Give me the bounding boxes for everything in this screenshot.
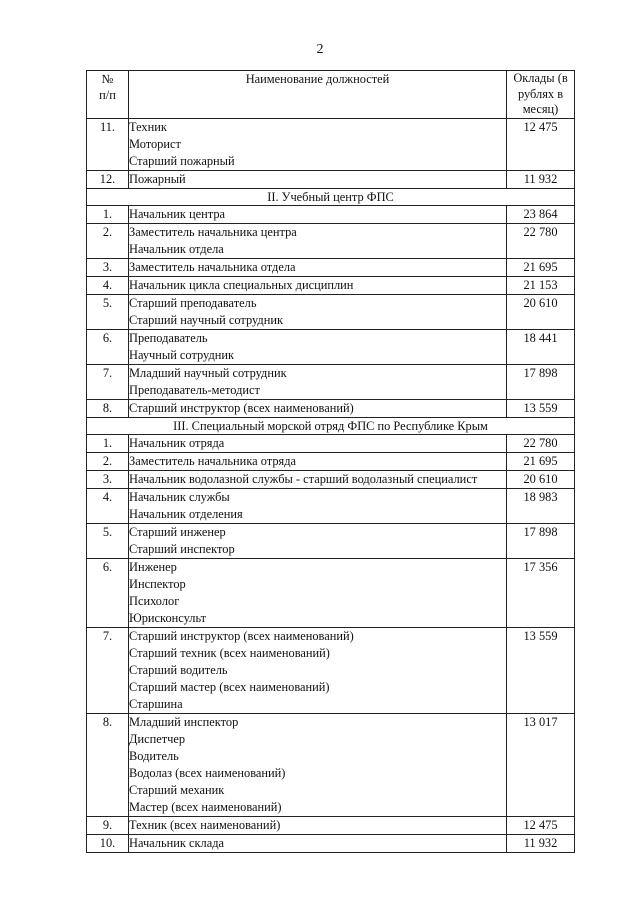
position-names [129, 171, 507, 189]
position-names [129, 224, 507, 259]
header-salary [507, 71, 575, 119]
table-row [87, 400, 575, 418]
position-name: Диспетчер [129, 732, 186, 746]
table-header [87, 71, 575, 119]
salary-value: 13 559 [507, 400, 575, 418]
table-row [87, 259, 575, 277]
position-name: Старший инструктор (всех наименований) [129, 401, 354, 415]
position-names [129, 471, 507, 489]
table-row [87, 365, 575, 400]
table-row [87, 119, 575, 171]
row-number: 4. [87, 277, 129, 295]
salary-value: 18 441 [507, 330, 575, 365]
table-row [87, 835, 575, 853]
position-name: Начальник цикла специальных дисциплин [129, 278, 354, 292]
salary-value: 21 153 [507, 277, 575, 295]
position-name: Старший инспектор [129, 542, 235, 556]
salary-value: 20 610 [507, 471, 575, 489]
table-row [87, 435, 575, 453]
salary-value: 22 780 [507, 435, 575, 453]
position-name: Заместитель начальника отряда [129, 454, 297, 468]
header-salary-line: Оклады (в [513, 71, 568, 85]
position-names [129, 277, 507, 295]
header-name: Наименование должностей [129, 71, 507, 119]
position-names [129, 489, 507, 524]
position-name: Юрисконсульт [129, 611, 207, 625]
section-title: II. Учебный центр ФПС [87, 189, 575, 206]
row-number: 3. [87, 259, 129, 277]
position-name: Старший инструктор (всех наименований) [129, 629, 354, 643]
salary-table [86, 70, 575, 853]
table-row [87, 206, 575, 224]
table-row [87, 277, 575, 295]
row-number: 2. [87, 453, 129, 471]
row-number: 8. [87, 714, 129, 817]
position-name: Начальник отдела [129, 242, 224, 256]
position-names [129, 119, 507, 171]
row-number: 1. [87, 435, 129, 453]
position-name: Начальник склада [129, 836, 225, 850]
position-names [129, 295, 507, 330]
header-num-line: п/п [99, 88, 116, 102]
row-number: 8. [87, 400, 129, 418]
position-name: Инспектор [129, 577, 186, 591]
page-number: 2 [316, 42, 324, 57]
position-name: Начальник отделения [129, 507, 243, 521]
table-row [87, 330, 575, 365]
salary-value: 17 898 [507, 365, 575, 400]
position-name: Водитель [129, 749, 179, 763]
table-row [87, 628, 575, 714]
salary-value: 17 898 [507, 524, 575, 559]
table-row [87, 224, 575, 259]
row-number: 7. [87, 365, 129, 400]
table-row [87, 524, 575, 559]
row-number: 10. [87, 835, 129, 853]
position-name: Старший научный сотрудник [129, 313, 284, 327]
table-row [87, 489, 575, 524]
position-name: Моторист [129, 137, 181, 151]
row-number: 5. [87, 524, 129, 559]
row-number: 7. [87, 628, 129, 714]
position-names [129, 400, 507, 418]
position-names [129, 628, 507, 714]
salary-value: 22 780 [507, 224, 575, 259]
salary-value: 11 932 [507, 171, 575, 189]
table-row [87, 295, 575, 330]
position-name: Начальник центра [129, 207, 226, 221]
position-name: Заместитель начальника центра [129, 225, 297, 239]
position-name: Мастер (всех наименований) [129, 800, 282, 814]
position-name: Техник (всех наименований) [129, 818, 281, 832]
position-name: Научный сотрудник [129, 348, 235, 362]
header-salary-line: рублях в [517, 86, 564, 101]
section-title: III. Специальный морской отряд ФПС по Республике Крым [87, 418, 575, 435]
salary-value: 23 864 [507, 206, 575, 224]
position-name: Старшина [129, 697, 183, 711]
salary-value: 13 559 [507, 628, 575, 714]
position-name: Водолаз (всех наименований) [129, 766, 286, 780]
position-names [129, 365, 507, 400]
salary-value: 20 610 [507, 295, 575, 330]
salary-value: 13 017 [507, 714, 575, 817]
position-names [129, 259, 507, 277]
section-heading-row [87, 418, 575, 435]
position-names [129, 559, 507, 628]
position-name: Техник [129, 120, 167, 134]
row-number: 5. [87, 295, 129, 330]
table-row [87, 817, 575, 835]
header-num [87, 71, 129, 119]
position-name: Начальник отряда [129, 436, 225, 450]
position-name: Преподаватель [129, 331, 208, 345]
row-number: 1. [87, 206, 129, 224]
position-name: Старший пожарный [129, 154, 235, 168]
salary-value: 21 695 [507, 453, 575, 471]
position-names [129, 330, 507, 365]
position-name: Старший преподаватель [129, 296, 257, 310]
table-row [87, 471, 575, 489]
position-name: Старший механик [129, 783, 225, 797]
salary-value: 18 983 [507, 489, 575, 524]
salary-value: 11 932 [507, 835, 575, 853]
position-name: Младший инспектор [129, 715, 239, 729]
position-names [129, 453, 507, 471]
row-number: 11. [87, 119, 129, 171]
position-names [129, 206, 507, 224]
salary-value: 21 695 [507, 259, 575, 277]
table-row [87, 714, 575, 817]
position-name: Пожарный [129, 172, 186, 186]
header-num-line: № [101, 72, 114, 86]
salary-value: 12 475 [507, 119, 575, 171]
row-number: 3. [87, 471, 129, 489]
position-name: Преподаватель-методист [129, 383, 260, 397]
position-name: Начальник службы [129, 490, 230, 504]
position-names [129, 524, 507, 559]
position-name: Инженер [129, 560, 177, 574]
row-number: 12. [87, 171, 129, 189]
position-names [129, 714, 507, 817]
table-row [87, 171, 575, 189]
position-name: Младший научный сотрудник [129, 366, 287, 380]
position-name: Начальник водолазной службы - старший водолазный специалист [129, 472, 478, 486]
row-number: 6. [87, 330, 129, 365]
table-row [87, 453, 575, 471]
position-names [129, 435, 507, 453]
position-names [129, 835, 507, 853]
salary-value: 17 356 [507, 559, 575, 628]
position-name: Старший водитель [129, 663, 228, 677]
row-number: 6. [87, 559, 129, 628]
row-number: 9. [87, 817, 129, 835]
position-name: Заместитель начальника отдела [129, 260, 296, 274]
row-number: 4. [87, 489, 129, 524]
position-name: Старший техник (всех наименований) [129, 646, 330, 660]
position-name: Старший мастер (всех наименований) [129, 680, 330, 694]
section-heading-row [87, 189, 575, 206]
position-name: Психолог [129, 594, 180, 608]
table-row [87, 559, 575, 628]
position-name: Старший инженер [129, 525, 226, 539]
header-salary-line: месяц) [522, 102, 559, 116]
position-names [129, 817, 507, 835]
row-number: 2. [87, 224, 129, 259]
table-body [87, 119, 575, 853]
salary-value: 12 475 [507, 817, 575, 835]
